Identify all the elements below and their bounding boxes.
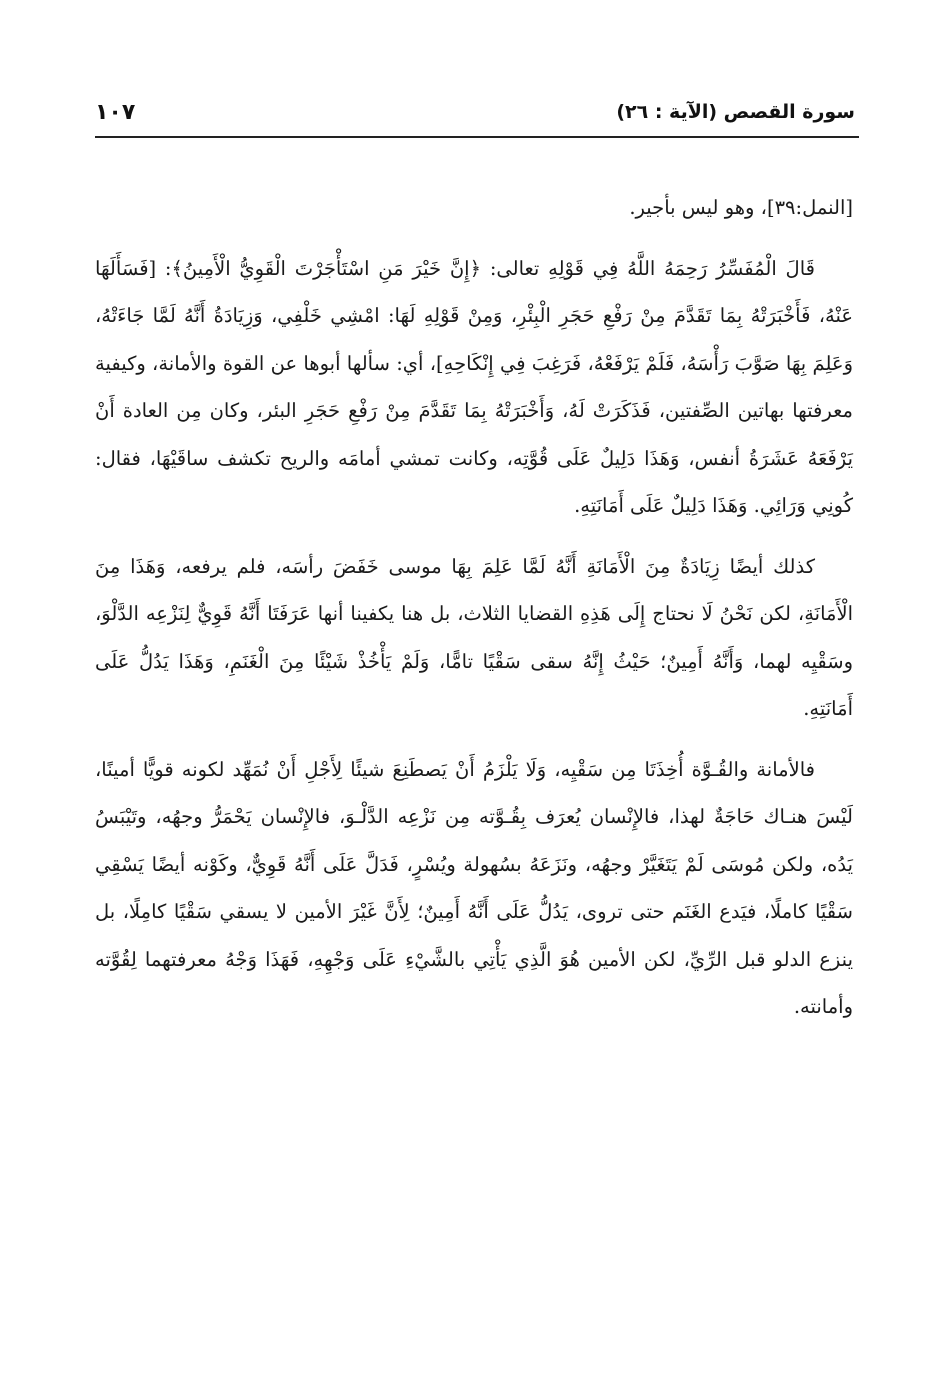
paragraph-4: فالأمانة والقُـوَّة أُخِذَتَا مِن سَقْيِه، وَلَا يَلْزَمُ أَنْ يَصطَنِعَ شيئًا لِأَجْلِ أَنْ نُمَهِّد لكونه قويًّا أمينًا، لَيْسَ هنـاك حَاجَةٌ لهذا، فالإِنْسان يُعرَف بِقُـوَّته مِن نَزْعِه الدَّلْـوَ، فالإِنْسان يَحْمَرُّ وجهُه، وتَيْبَسُ يَدُه، ولكن مُوسَى لَمْ يَتَغَيَّرْ وجهُه، ونَزَعَهُ بسُهولة ويُسْرٍ، فَدَلَّ عَلَى أَنَّهُ قَوِيٌّ، وكَوْنه أيضًا يَسْقِي سَقْيًا كاملًا، فيَدع الغَنَم حتى تروى، يَدُلُّ عَلَى أَنَّهُ أَمِينٌ؛ لِأَنَّ غَيْرَ الأمين لا يسقي سَقْيًا كامِلًا، بل ينزع الدلو قبل الرِّيِّ، لكن الأمين هُوَ الَّذِي يَأْتِي بالشَّيْءِ عَلَى وَجْهِهِ، فَهَذَا وَجْهُ معرفتهما لِقُوَّته وأمانته. <box>95 757 853 1018</box>
header-divider <box>95 136 859 138</box>
paragraph-1: [النمل:٣٩]، وهو ليس بأجير. <box>629 196 853 219</box>
page-number: ١٠٧ <box>95 99 136 125</box>
main-text <box>95 184 853 1031</box>
running-header <box>95 92 855 132</box>
paragraph-2: قَالَ الْمُفَسِّرُ رَحِمَهُ اللَّهُ فِي قَوْلِهِ تعالى: ﴿إِنَّ خَيْرَ مَنِ اسْتَأْجَرْتَ الْقَوِيُّ الْأَمِينُ﴾: [فَسَأَلَهَا عَنْهُ، فَأَخْبَرَتْهُ بِمَا تَقَدَّمَ مِنْ رَفْعِ حَجَرِ الْبِئْرِ، وَمِنْ قَوْلِهِ لَهَا: امْشِي خَلْفِي، وَزِيَادَةُ أَنَّهُ لَمَّا جَاءَتْهُ، وَعَلِمَ بِهَا صَوَّبَ رَأْسَهُ، فَلَمْ يَرْفَعْهُ، فَرَغِبَ فِي إِنْكَاحِهِ]، أي: سألها أبوها عن القوة والأمانة، وكيفية معرفتها بهاتين الصِّفتين، فَذَكَرَتْ لَهُ، وَأَخْبَرَتْهُ بِمَا تَقَدَّمَ مِنْ رَفْعِ حَجَرِ البئر، وكان مِن العادة أَنْ يَرْفَعَهُ عَشَرَةُ أنفس، وَهَذَا دَلِيلٌ عَلَى قُوَّتِه، وكانت تمشي أمامَه والريح تكشف ساقَيْهَا، فقال: كُونِي وَرَائِي. وَهَذَا دَلِيلٌ عَلَى أَمَانَتِهِ. <box>95 256 853 517</box>
paragraph-3: كذلك أيضًا زِيَادَةٌ مِنَ الْأَمَانَةِ أَنَّهُ لَمَّا عَلِمَ بِهَا موسى خَفَضَ رأسَه، فلم يرفعه، وَهَذَا مِنَ الْأَمَانَةِ، لكن نَحْنُ لَا نحتاج إِلَى هَذِهِ القضايا الثلاث، بل هنا يكفينا أنها عَرَفَتَا أَنَّهُ قَوِيٌّ لِنَزْعِه الدَّلْوَ، وسَقْيِه لهما، وَأَنَّهُ أَمِينٌ؛ حَيْثُ إِنَّهُ سقى سَقْيًا تامًّا، وَلَمْ يَأْخُذْ شَيْئًا مِنَ الْغَنَمِ، وَهَذَا يَدُلُّ عَلَى أَمَانَتِهِ. <box>95 554 853 720</box>
surah-title: سورة القصص (الآية : ٢٦) <box>616 101 855 123</box>
